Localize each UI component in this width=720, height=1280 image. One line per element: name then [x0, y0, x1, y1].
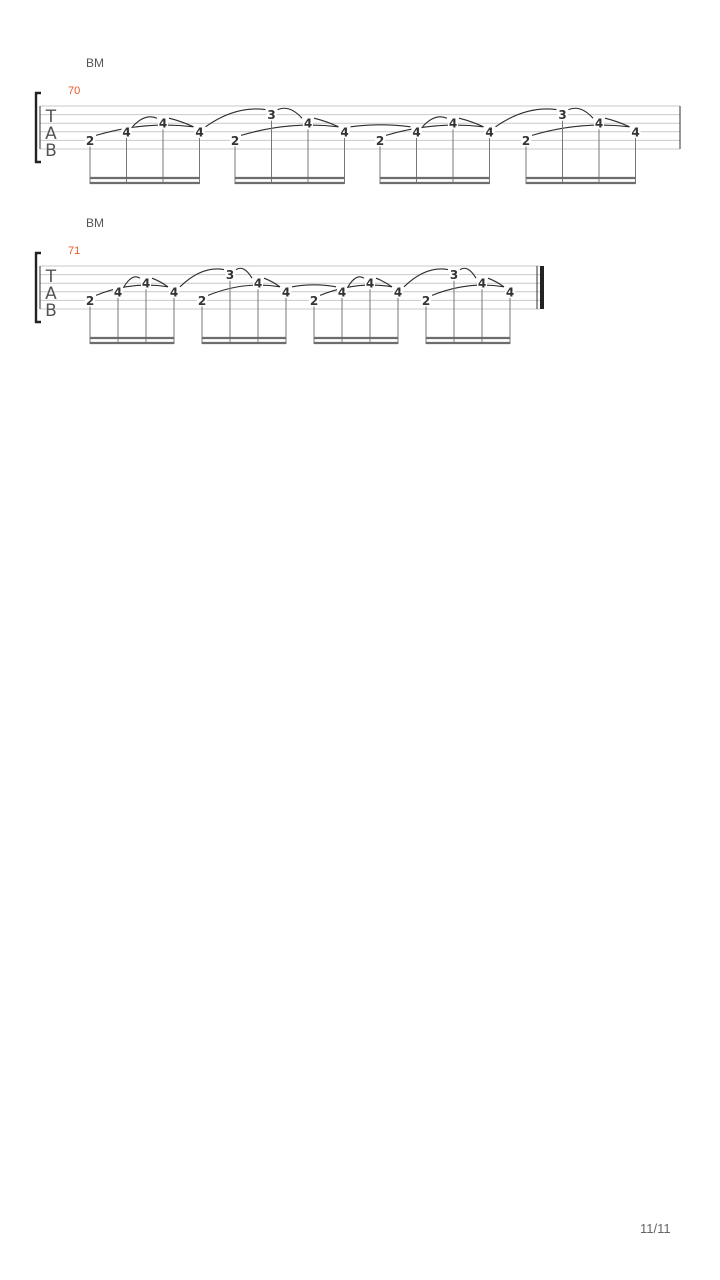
- fret-number: 4: [113, 285, 123, 300]
- fret-number: 4: [412, 125, 421, 140]
- fret-number: 2: [230, 133, 240, 148]
- fret-number: 2: [85, 133, 95, 148]
- slur-curve: [496, 109, 557, 127]
- fret-number: 4: [594, 116, 604, 131]
- fret-number: 4: [253, 276, 263, 291]
- slur-curve: [532, 125, 630, 135]
- slur-curve: [404, 269, 448, 287]
- slur-curve: [569, 108, 594, 118]
- slur-curve: [386, 125, 484, 135]
- fret-number: 3: [558, 108, 567, 123]
- fret-number: 4: [122, 125, 131, 140]
- slur-curve: [206, 109, 266, 127]
- fret-number: 4: [365, 276, 375, 291]
- tab-clef-letter: T: [45, 107, 57, 127]
- slur-curve: [278, 108, 303, 118]
- fret-number: 2: [421, 293, 431, 308]
- measure-number: 71: [68, 245, 81, 257]
- fret-number: 3: [267, 108, 276, 123]
- fret-number: 4: [195, 125, 204, 140]
- slur-curve: [292, 285, 336, 287]
- fret-number: 2: [521, 133, 531, 148]
- slur-curve: [180, 269, 224, 287]
- slur-curve: [320, 285, 392, 295]
- final-barline-thick: [540, 266, 544, 309]
- fret-number: 4: [485, 125, 494, 140]
- fret-number: 2: [309, 293, 319, 308]
- tab-system-2: [0, 212, 720, 362]
- slur-curve: [241, 125, 339, 135]
- fret-number: 2: [197, 293, 207, 308]
- palm-mute-marker: BM: [86, 56, 104, 70]
- fret-number: 4: [631, 125, 640, 140]
- slur-curve: [236, 268, 252, 278]
- palm-mute-marker: BM: [86, 216, 104, 230]
- fret-number: 4: [281, 285, 291, 300]
- fret-number: 4: [303, 116, 313, 131]
- tab-clef-letter: A: [45, 284, 57, 304]
- slur-curve: [208, 285, 280, 295]
- slur-curve: [96, 285, 168, 295]
- tab-clef-letter: B: [45, 301, 57, 321]
- fret-number: 4: [505, 285, 515, 300]
- tab-clef-letter: T: [45, 267, 57, 287]
- page-number: 11/11: [640, 1221, 671, 1236]
- tab-staff-svg: [0, 212, 720, 362]
- slur-curve: [460, 268, 476, 278]
- tab-system-1: [0, 52, 720, 202]
- fret-number: 4: [393, 285, 403, 300]
- slur-curve: [432, 285, 504, 295]
- tab-clef-letter: A: [45, 124, 57, 144]
- fret-number: 3: [449, 268, 459, 283]
- fret-number: 2: [85, 293, 95, 308]
- fret-number: 4: [337, 285, 347, 300]
- fret-number: 4: [141, 276, 151, 291]
- slur-curve: [96, 125, 194, 135]
- measure-number: 70: [68, 85, 81, 97]
- fret-number: 4: [340, 125, 349, 140]
- fret-number: 4: [169, 285, 179, 300]
- fret-number: 4: [158, 116, 168, 131]
- tab-clef-letter: B: [45, 141, 57, 161]
- slur-curve: [351, 125, 411, 127]
- tab-staff-svg: [0, 52, 720, 202]
- fret-number: 3: [225, 268, 235, 283]
- fret-number: 4: [448, 116, 458, 131]
- fret-number: 4: [477, 276, 487, 291]
- fret-number: 2: [375, 133, 385, 148]
